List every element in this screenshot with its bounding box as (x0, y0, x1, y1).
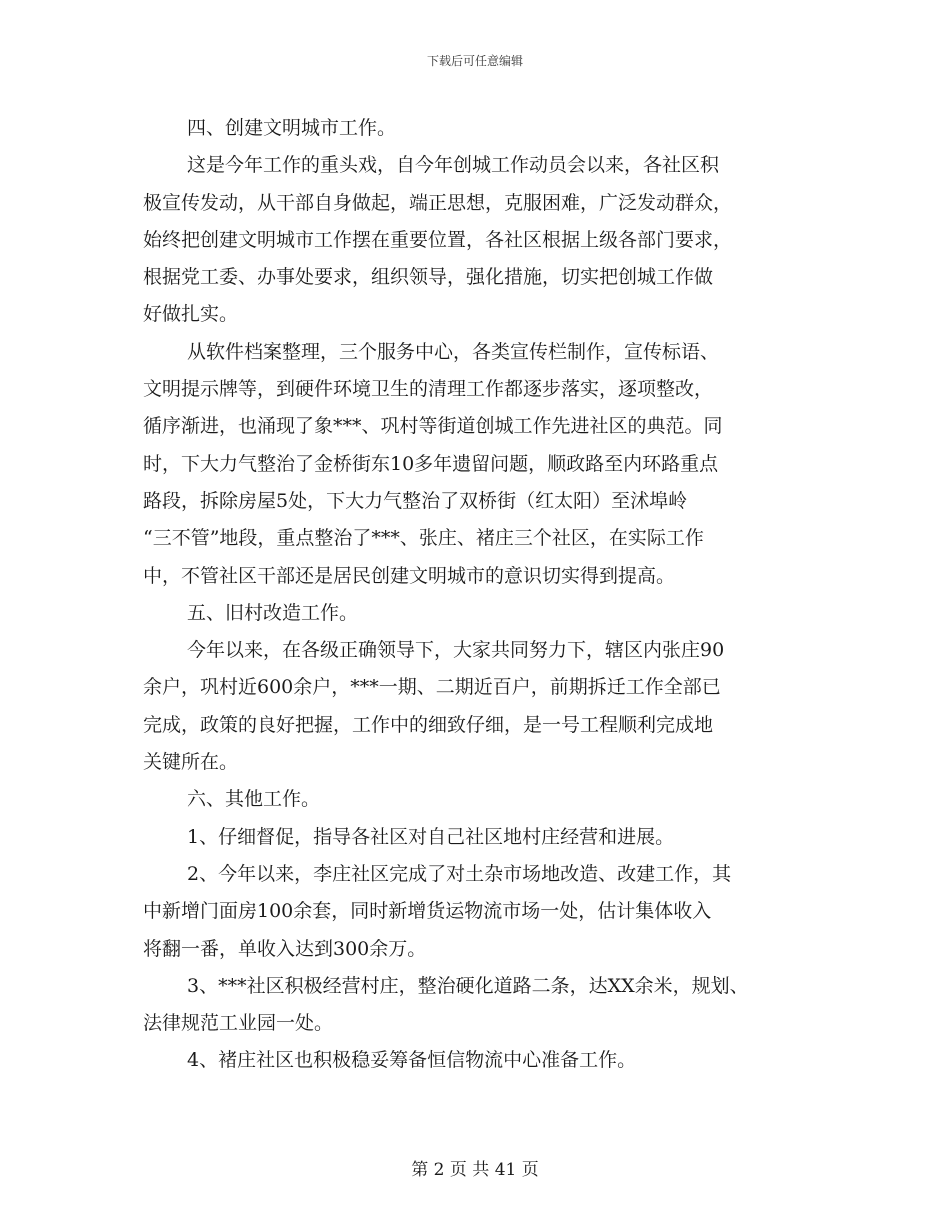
document-body (143, 110, 823, 1080)
text-line: 循序渐进，也涌现了象***、巩村等街道创城工作先进社区的典范。同 (143, 415, 723, 438)
text-line: 3、***社区积极经营村庄，整治硬化道路二条，达XX余米，规划、 (187, 974, 749, 997)
text-line: 从软件档案整理，三个服务中心，各类宣传栏制作，宣传标语、 (187, 340, 720, 363)
text-line: 根据党工委、办事处要求，组织领导，强化措施，切实把创城工作做 (143, 266, 714, 289)
text-line: 1、仔细督促，指导各社区对自己社区地村庄经营和进展。 (187, 825, 675, 848)
text-line: 2、今年以来，李庄社区完成了对土杂市场地改造、改建工作，其 (187, 862, 732, 885)
text-line: 四、创建文明城市工作。 (187, 117, 397, 139)
text-line: 始终把创建文明城市工作摆在重要位置，各社区根据上级各部门要求， (143, 228, 733, 251)
text-line: 中新增门面房100余套，同时新增货运物流市场一处，估计集体收入 (143, 900, 712, 923)
text-line: 极宣传发动，从干部自身做起，端正思想，克服困难，广泛发动群众， (143, 191, 733, 214)
text-line: 今年以来，在各级正确领导下，大家共同努力下，辖区内张庄90 (187, 639, 725, 662)
text-line: 这是今年工作的重头戏，自今年创城工作动员会以来，各社区积 (187, 154, 720, 177)
text-line: 法律规范工业园一处。 (143, 1012, 334, 1035)
text-line: 将翻一番，单收入达到300余万。 (143, 937, 427, 960)
text-line: 时，下大力气整治了金桥街东10多年遗留问题，顺政路至内环路重点 (143, 452, 719, 475)
text-line: 关键所在。 (143, 751, 239, 774)
text-line: 余户，巩村近600余户，***一期、二期近百户，前期拆迁工作全部已 (143, 676, 721, 699)
text-line: 中，不管社区干部还是居民创建文明城市的意识切实得到提高。 (143, 564, 676, 587)
text-line: “三不管”地段，重点整治了***、张庄、褚庄三个社区，在实际工作 (143, 527, 704, 550)
text-line: 六、其他工作。 (187, 788, 321, 811)
text-line: 文明提示牌等，到硬件环境卫生的清理工作都逐步落实，逐项整改， (143, 378, 714, 401)
text-line: 4、褚庄社区也积极稳妥筹备恒信物流中心准备工作。 (187, 1049, 637, 1072)
text-line: 路段，拆除房屋5处，下大力气整治了双桥街（红太阳）至沭埠岭 (143, 489, 688, 512)
text-line: 完成，政策的良好把握，工作中的细致仔细，是一号工程顺利完成地 (143, 713, 714, 736)
page-header: 下载后可任意编辑 (426, 54, 523, 68)
text-line: 好做扎实。 (143, 303, 239, 326)
text-line: 五、旧村改造工作。 (187, 601, 359, 624)
page-number-footer: 第 2 页 共 41 页 (411, 1160, 539, 1180)
